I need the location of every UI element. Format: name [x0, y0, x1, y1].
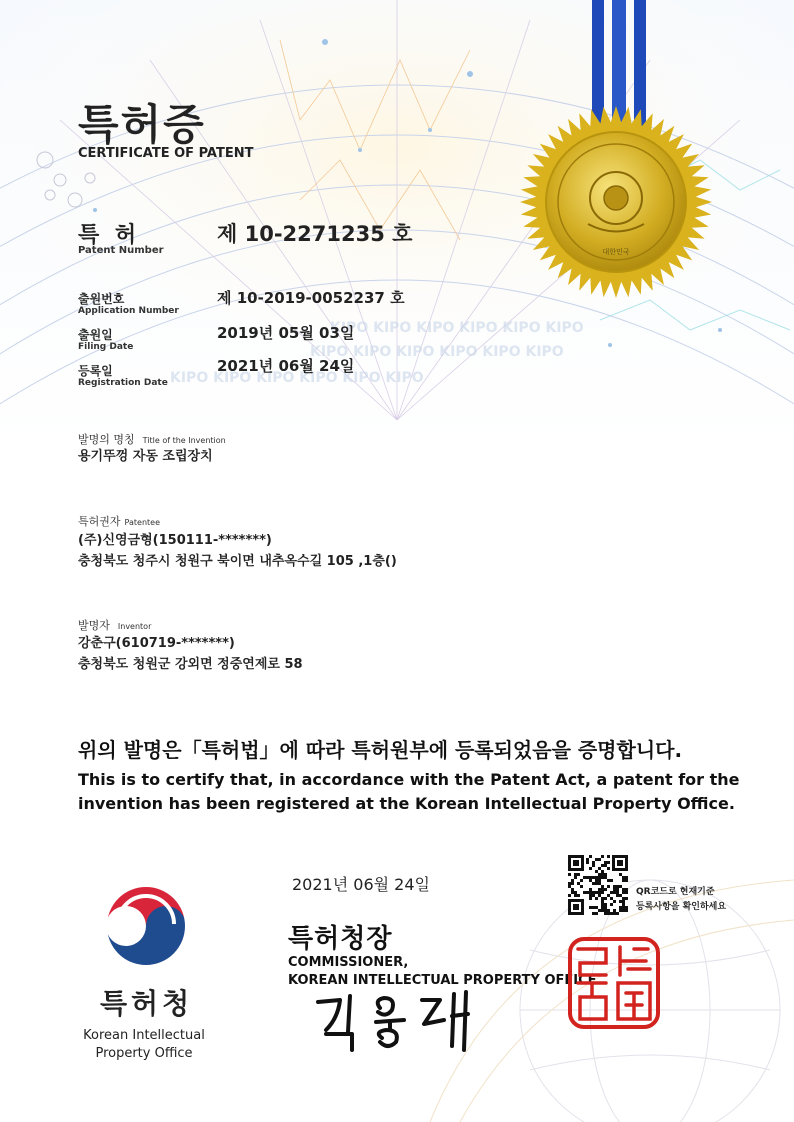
commissioner-title-ko: 특허청장 [288, 924, 393, 954]
inventor-header [78, 614, 151, 633]
org-name-en-1: Korean Intellectual [83, 1028, 205, 1043]
certificate-title-en: CERTIFICATE OF PATENT [78, 146, 254, 161]
patentee-label-en: Patentee [124, 518, 160, 527]
qr-note-line1: QR코드로 현재기준 [636, 887, 715, 897]
patent-label: 특 허 [78, 223, 141, 248]
svg-text:KIPO KIPO KIPO KIPO KIPO KIPO: KIPO KIPO KIPO KIPO KIPO KIPO [170, 370, 424, 386]
patentee-label: 특허권자 [78, 515, 121, 528]
svg-text:대한민국: 대한민국 [602, 248, 630, 256]
svg-text:KIPO KIPO KIPO KIPO KIPO KIPO: KIPO KIPO KIPO KIPO KIPO KIPO [310, 344, 564, 360]
patentee-name: (주)신영금형(150111-*******) [78, 533, 272, 548]
invention-title: 용기뚜껑 자동 조립장치 [78, 449, 213, 464]
invention-label-en: Title of the Invention [142, 436, 226, 445]
commissioner-signature [312, 988, 482, 1058]
invention-label: 발명의 명칭 [78, 433, 135, 446]
filing-date-label-en: Filing Date [78, 342, 134, 352]
patentee-header [78, 510, 160, 529]
inventor-name: 강춘구(610719-*******) [78, 636, 235, 651]
certification-statement-en-2: invention has been registered at the Korean Intellectual Property Office. [78, 794, 735, 813]
patent-label-en: Patent Number [78, 245, 164, 256]
filing-date: 2019년 05월 03일 [217, 324, 355, 342]
svg-text:특허청장의인: 특허청장의인 [611, 1029, 617, 1030]
commissioner-title-en-2: KOREAN INTELLECTUAL PROPERTY OFFICE [288, 973, 597, 988]
registration-date-label: 등록일 [78, 364, 113, 378]
registration-date-label-en: Registration Date [78, 378, 168, 388]
inventor-label-en: Inventor [117, 622, 152, 631]
certificate-title: 특허증 [78, 100, 206, 149]
org-name-en-2: Property Office [95, 1046, 193, 1061]
qr-note-line2: 등록사항을 확인하세요 [636, 902, 727, 912]
certification-statement-ko: 위의 발명은「특허법」에 따라 특허원부에 등록되었음을 증명합니다. [78, 738, 683, 762]
issue-date: 2021년 06월 24일 [292, 875, 430, 894]
inventor-label: 발명자 [78, 619, 110, 632]
certification-statement-en-1: This is to certify that, in accordance with the Patent Act, a patent for the [78, 770, 740, 789]
filing-date-label: 출원일 [78, 328, 113, 342]
application-number: 제 10-2019-0052237 호 [217, 289, 405, 307]
official-seal-stamp [566, 935, 662, 1031]
qr-code[interactable] [568, 855, 628, 915]
kipo-logo-icon [98, 878, 194, 974]
patentee-address: 충청북도 청주시 청원구 북이면 내추옥수길 105 ,1층() [78, 554, 397, 569]
application-label: 출원번호 [78, 292, 125, 306]
org-name-ko: 특허청 [100, 987, 194, 1020]
application-label-en: Application Number [78, 306, 179, 316]
svg-text:KIPO KIPO KIPO KIPO KIPO KIPO: KIPO KIPO KIPO KIPO KIPO KIPO [330, 320, 584, 336]
inventor-address: 충청북도 청원군 강외면 정중연제로 58 [78, 657, 303, 672]
gold-seal [518, 104, 714, 300]
patent-number: 제 10-2271235 호 [217, 222, 413, 246]
commissioner-title-en-1: COMMISSIONER, [288, 955, 409, 970]
registration-date: 2021년 06월 24일 [217, 357, 355, 375]
